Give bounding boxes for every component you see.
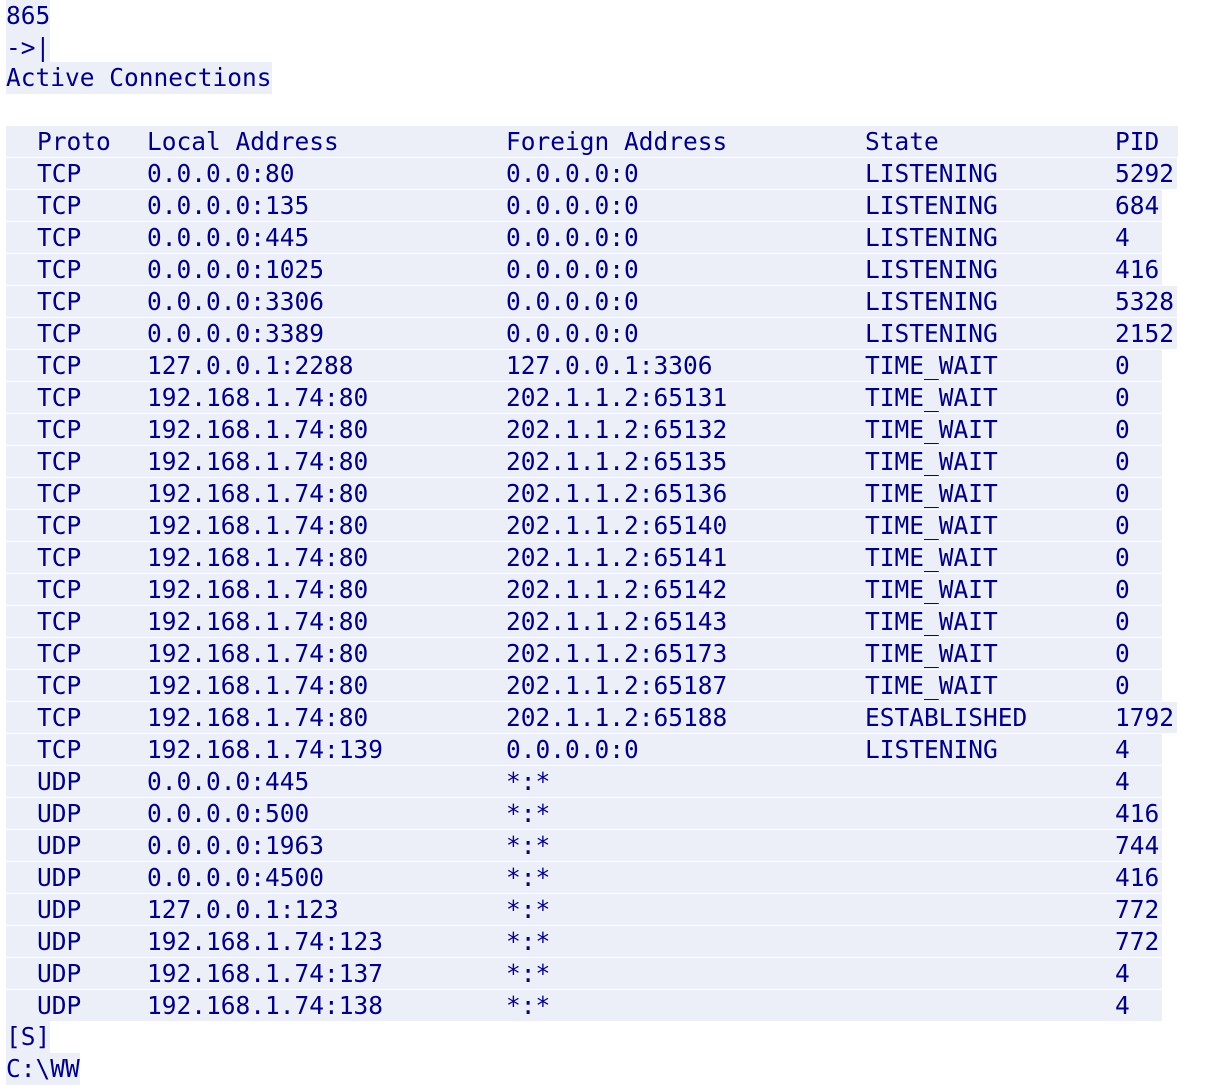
prompt-line: C:\WW (6, 1054, 80, 1083)
table-row (6, 158, 1178, 190)
proto-cell: UDP (37, 831, 82, 860)
state-cell: LISTENING (865, 735, 998, 764)
local-address-cell: 192.168.1.74:80 (147, 447, 369, 476)
proto-cell: UDP (37, 927, 82, 956)
pid-cell: 744 (1115, 831, 1160, 860)
table-row (6, 542, 1178, 574)
table-row (6, 990, 1178, 1022)
proto-cell: TCP (37, 511, 82, 540)
pid-cell: 0 (1115, 415, 1130, 444)
foreign-address-cell: 127.0.0.1:3306 (506, 351, 713, 380)
state-cell: LISTENING (865, 223, 998, 252)
local-address-cell: 192.168.1.74:80 (147, 639, 369, 668)
foreign-address-cell: 202.1.1.2:65131 (506, 383, 728, 412)
state-cell: LISTENING (865, 159, 998, 188)
local-address-cell: 0.0.0.0:1963 (147, 831, 325, 860)
connections-table (6, 126, 1178, 1022)
local-address-cell: 192.168.1.74:80 (147, 415, 369, 444)
state-cell: TIME_WAIT (865, 415, 998, 444)
table-row (6, 798, 1178, 830)
local-address-cell: 0.0.0.0:500 (147, 799, 310, 828)
pid-cell: 4 (1115, 959, 1130, 988)
proto-cell: TCP (37, 191, 82, 220)
foreign-address-cell: *:* (506, 799, 551, 828)
table-row (6, 510, 1178, 542)
pid-cell: 4 (1115, 991, 1130, 1020)
local-address-cell: 192.168.1.74:137 (147, 959, 384, 988)
state-cell: TIME_WAIT (865, 383, 998, 412)
proto-cell: TCP (37, 223, 82, 252)
foreign-address-cell: 0.0.0.0:0 (506, 287, 639, 316)
table-row (6, 894, 1178, 926)
proto-cell: UDP (37, 767, 82, 796)
pid-cell: 684 (1115, 191, 1160, 220)
table-row (6, 734, 1178, 766)
local-address-cell: 0.0.0.0:3389 (147, 319, 325, 348)
proto-cell: TCP (37, 319, 82, 348)
state-cell: LISTENING (865, 287, 998, 316)
proto-cell: TCP (37, 735, 82, 764)
state-cell: TIME_WAIT (865, 543, 998, 572)
proto-cell: UDP (37, 991, 82, 1020)
local-address-cell: 192.168.1.74:80 (147, 575, 369, 604)
proto-cell: TCP (37, 703, 82, 732)
local-address-cell: 0.0.0.0:4500 (147, 863, 325, 892)
proto-cell: TCP (37, 159, 82, 188)
pid-cell: 416 (1115, 255, 1160, 284)
local-address-cell: 0.0.0.0:135 (147, 191, 310, 220)
local-address-cell: 192.168.1.74:80 (147, 543, 369, 572)
table-row (6, 318, 1178, 350)
state-cell: TIME_WAIT (865, 447, 998, 476)
header-local-address: Local Address (147, 127, 339, 156)
proto-cell: TCP (37, 447, 82, 476)
pid-cell: 0 (1115, 575, 1130, 604)
local-address-cell: 192.168.1.74:80 (147, 671, 369, 700)
foreign-address-cell: 202.1.1.2:65135 (506, 447, 728, 476)
state-cell: TIME_WAIT (865, 607, 998, 636)
pid-cell: 0 (1115, 479, 1130, 508)
pid-cell: 0 (1115, 671, 1130, 700)
proto-cell: TCP (37, 575, 82, 604)
header-foreign-address: Foreign Address (506, 127, 728, 156)
local-address-cell: 0.0.0.0:1025 (147, 255, 325, 284)
state-cell: LISTENING (865, 319, 998, 348)
local-address-cell: 192.168.1.74:80 (147, 383, 369, 412)
proto-cell: TCP (37, 543, 82, 572)
pid-cell: 0 (1115, 511, 1130, 540)
table-header-row (6, 126, 1178, 158)
foreign-address-cell: *:* (506, 863, 551, 892)
local-address-cell: 192.168.1.74:123 (147, 927, 384, 956)
table-row (6, 382, 1178, 414)
pid-cell: 772 (1115, 927, 1160, 956)
table-row (6, 222, 1178, 254)
pid-cell: 4 (1115, 767, 1130, 796)
foreign-address-cell: *:* (506, 767, 551, 796)
proto-cell: TCP (37, 351, 82, 380)
local-address-cell: 0.0.0.0:80 (147, 159, 295, 188)
proto-cell: TCP (37, 639, 82, 668)
foreign-address-cell: 202.1.1.2:65132 (506, 415, 728, 444)
foreign-address-cell: *:* (506, 895, 551, 924)
pid-cell: 0 (1115, 383, 1130, 412)
state-cell: LISTENING (865, 191, 998, 220)
table-row (6, 702, 1178, 734)
local-address-cell: 0.0.0.0:445 (147, 223, 310, 252)
state-cell: TIME_WAIT (865, 511, 998, 540)
pid-cell: 1792 (1115, 703, 1175, 732)
pid-cell: 2152 (1115, 319, 1175, 348)
pid-cell: 0 (1115, 607, 1130, 636)
pid-cell: 0 (1115, 447, 1130, 476)
table-row (6, 926, 1178, 958)
table-row (6, 862, 1178, 894)
state-cell: TIME_WAIT (865, 671, 998, 700)
pid-cell: 5292 (1115, 159, 1175, 188)
table-row (6, 478, 1178, 510)
output-line-title: Active Connections (6, 63, 272, 92)
foreign-address-cell: 202.1.1.2:65173 (506, 639, 728, 668)
proto-cell: TCP (37, 255, 82, 284)
table-row (6, 350, 1178, 382)
proto-cell: UDP (37, 799, 82, 828)
pid-cell: 0 (1115, 543, 1130, 572)
proto-cell: TCP (37, 415, 82, 444)
foreign-address-cell: 202.1.1.2:65141 (506, 543, 728, 572)
proto-cell: TCP (37, 607, 82, 636)
foreign-address-cell: *:* (506, 959, 551, 988)
header-state: State (865, 127, 939, 156)
pid-cell: 416 (1115, 799, 1160, 828)
local-address-cell: 192.168.1.74:80 (147, 479, 369, 508)
proto-cell: UDP (37, 959, 82, 988)
table-row (6, 190, 1178, 222)
output-line-arrow: ->| (6, 33, 51, 62)
pid-cell: 772 (1115, 895, 1160, 924)
state-cell: TIME_WAIT (865, 639, 998, 668)
foreign-address-cell: 202.1.1.2:65143 (506, 607, 728, 636)
foreign-address-cell: 0.0.0.0:0 (506, 191, 639, 220)
foreign-address-cell: 0.0.0.0:0 (506, 255, 639, 284)
table-row (6, 670, 1178, 702)
state-cell: ESTABLISHED (865, 703, 1028, 732)
state-cell: LISTENING (865, 255, 998, 284)
foreign-address-cell: 0.0.0.0:0 (506, 735, 639, 764)
output-line-count: 865 (6, 1, 51, 30)
proto-cell: TCP (37, 479, 82, 508)
local-address-cell: 127.0.0.1:2288 (147, 351, 354, 380)
foreign-address-cell: *:* (506, 831, 551, 860)
foreign-address-cell: 202.1.1.2:65188 (506, 703, 728, 732)
proto-cell: TCP (37, 287, 82, 316)
local-address-cell: 192.168.1.74:138 (147, 991, 384, 1020)
pid-cell: 5328 (1115, 287, 1175, 316)
pid-cell: 4 (1115, 223, 1130, 252)
output-line-status: [S] (6, 1022, 51, 1051)
table-row (6, 446, 1178, 478)
proto-cell: TCP (37, 671, 82, 700)
table-row (6, 414, 1178, 446)
proto-cell: UDP (37, 863, 82, 892)
local-address-cell: 192.168.1.74:139 (147, 735, 384, 764)
foreign-address-cell: 0.0.0.0:0 (506, 223, 639, 252)
table-row (6, 958, 1178, 990)
table-row (6, 766, 1178, 798)
foreign-address-cell: *:* (506, 927, 551, 956)
header-pid: PID (1115, 127, 1160, 156)
foreign-address-cell: 202.1.1.2:65187 (506, 671, 728, 700)
foreign-address-cell: 202.1.1.2:65136 (506, 479, 728, 508)
local-address-cell: 192.168.1.74:80 (147, 511, 369, 540)
foreign-address-cell: *:* (506, 991, 551, 1020)
table-row (6, 830, 1178, 862)
state-cell: TIME_WAIT (865, 575, 998, 604)
pid-cell: 416 (1115, 863, 1160, 892)
state-cell: TIME_WAIT (865, 351, 998, 380)
foreign-address-cell: 202.1.1.2:65142 (506, 575, 728, 604)
local-address-cell: 192.168.1.74:80 (147, 703, 369, 732)
state-cell: TIME_WAIT (865, 479, 998, 508)
pid-cell: 4 (1115, 735, 1130, 764)
table-row (6, 254, 1178, 286)
foreign-address-cell: 0.0.0.0:0 (506, 319, 639, 348)
local-address-cell: 127.0.0.1:123 (147, 895, 339, 924)
table-row (6, 574, 1178, 606)
table-row (6, 286, 1178, 318)
header-proto: Proto (37, 127, 111, 156)
foreign-address-cell: 0.0.0.0:0 (506, 159, 639, 188)
pid-cell: 0 (1115, 639, 1130, 668)
table-row (6, 606, 1178, 638)
proto-cell: UDP (37, 895, 82, 924)
table-body (6, 158, 1178, 1022)
pid-cell: 0 (1115, 351, 1130, 380)
proto-cell: TCP (37, 383, 82, 412)
table-row (6, 638, 1178, 670)
local-address-cell: 0.0.0.0:3306 (147, 287, 325, 316)
local-address-cell: 192.168.1.74:80 (147, 607, 369, 636)
foreign-address-cell: 202.1.1.2:65140 (506, 511, 728, 540)
local-address-cell: 0.0.0.0:445 (147, 767, 310, 796)
